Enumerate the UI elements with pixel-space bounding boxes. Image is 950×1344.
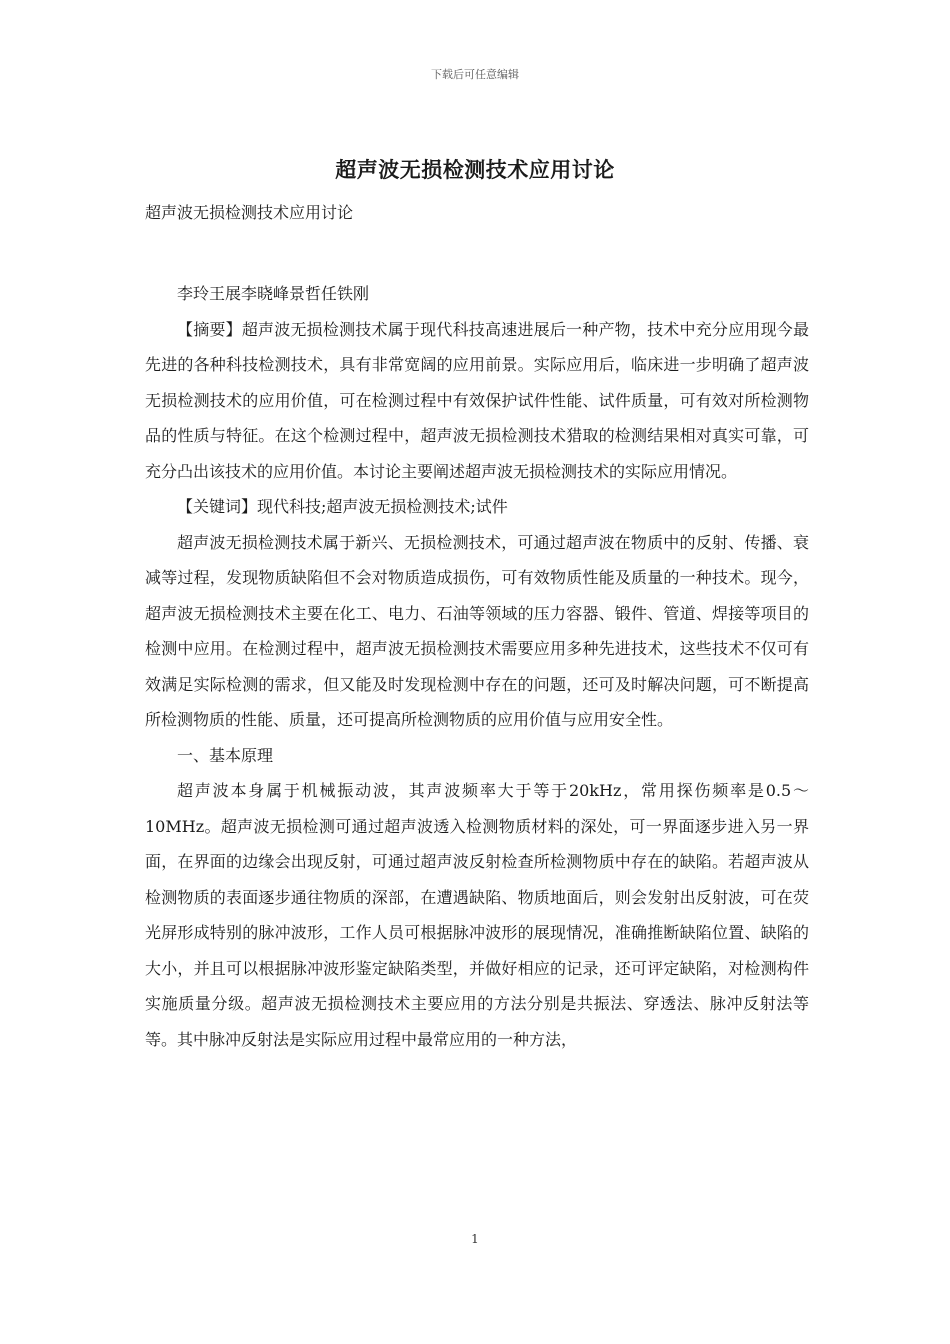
principle-paragraph: 超声波本身属于机械振动波，其声波频率大于等于20kHz，常用探伤频率是0.5～10MHz。超声波无损检测可通过超声波透入检测物质材料的深处，可一界面逐步进入另一界面，在界面的边缘会出现反射，可通过超声波反射检查所检测物质中存在的缺陷。若超声波从检测物质的表面逐步通往物质的深部，在遭遇缺陷、物质地面后，则会发射出反射波，可在荧光屏形成特别的脉冲波形，工作人员可根据脉冲波形的展现情况，准确推断缺陷位置、缺陷的大小，并且可以根据脉冲波形鉴定缺陷类型，并做好相应的记录，还可评定缺陷，对检测构件实施质量分级。超声波无损检测技术主要应用的方法分别是共振法、穿透法、脉冲反射法等等。其中脉冲反射法是实际应用过程中最常应用的一种方法， [145,781,809,1049]
section-heading: 一、基本原理 [177,745,274,765]
page-header: 下载后可任意编辑 [431,68,519,81]
abstract-paragraph: 【摘要】超声波无损检测技术属于现代科技高速进展后一种产物，技术中充分应用现今最先进的各种科技检测技术，具有非常宽阔的应用前景。实际应用后，临床进一步明确了超声波无损检测技术的应用价值，可在检测过程中有效保护试件性能、试件质量，可有效对所检测物品的性质与特征。在这个检测过程中，超声波无损检测技术猎取的检测结果相对真实可靠，可充分凸出该技术的应用价值。本讨论主要阐述超声波无损检测技术的实际应用情况。 [145,319,809,481]
document-title: 超声波无损检测技术应用讨论 [335,157,615,182]
document-subtitle: 超声波无损检测技术应用讨论 [145,203,354,222]
document-body [145,276,809,1057]
intro-paragraph: 超声波无损检测技术属于新兴、无损检测技术，可通过超声波在物质中的反射、传播、衰减等过程，发现物质缺陷但不会对物质造成损伤，可有效物质性能及质量的一种技术。现今，超声波无损检测技术主要在化工、电力、石油等领域的压力容器、锻件、管道、焊接等项目的检测中应用。在检测过程中，超声波无损检测技术需要应用多种先进技术，这些技术不仅可有效满足实际检测的需求，但又能及时发现检测中存在的问题，还可及时解决问题，可不断提高所检测物质的性能、质量，还可提高所检测物质的应用价值与应用安全性。 [145,532,809,729]
keywords-paragraph: 【关键词】现代科技;超声波无损检测技术;试件 [177,497,508,516]
page-number: 1 [471,1232,479,1246]
authors-line: 李玲王展李晓峰景哲任铁刚 [177,284,370,303]
